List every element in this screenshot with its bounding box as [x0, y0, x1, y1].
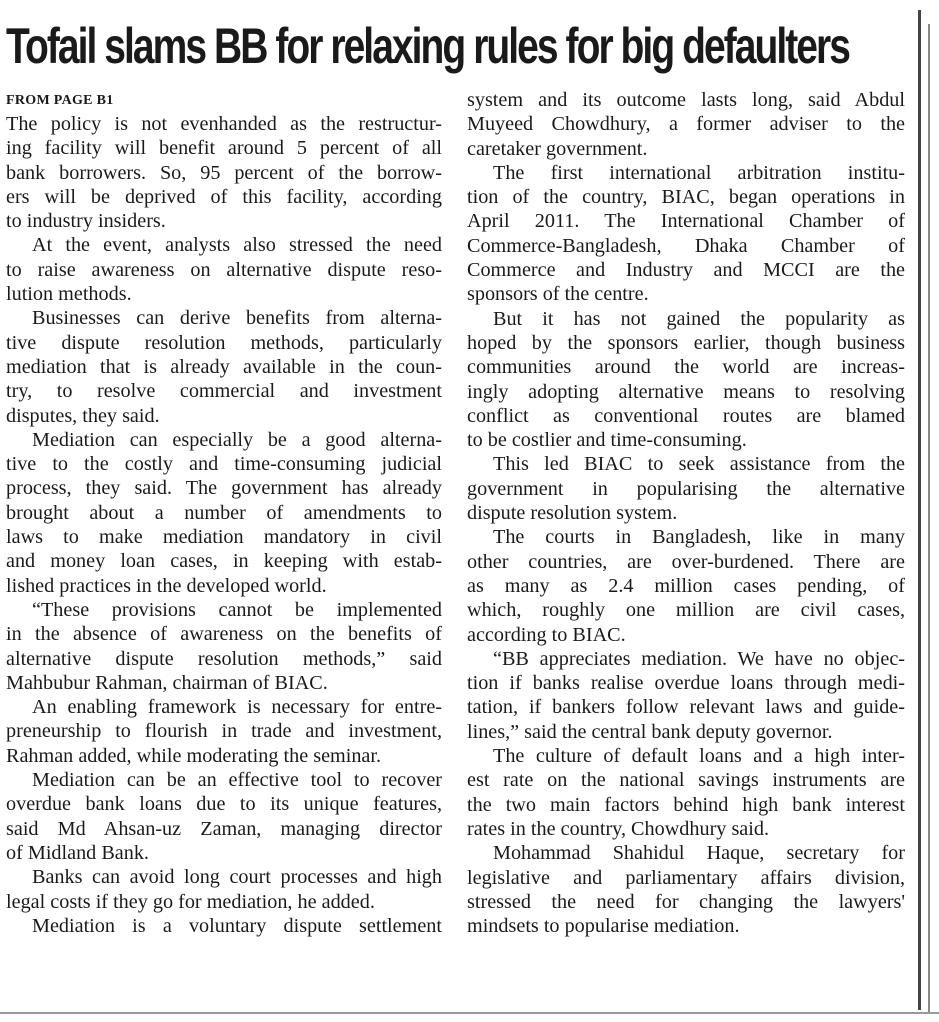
text-line: stressed the need for changing the lawyers'	[467, 890, 905, 913]
text-line: Mediation can especially be a good alterna-	[32, 428, 442, 451]
text-line: mediation that is already available in the coun-	[6, 355, 442, 378]
text-line: ingly adopting alternative means to resolving	[467, 380, 905, 403]
text-line: Mohammad Shahidul Haque, secretary for	[493, 842, 905, 865]
text-line: according to BIAC.	[467, 623, 626, 646]
text-line: legal costs if they go for mediation, he added.	[6, 890, 375, 913]
text-line: “BB appreciates mediation. We have no objec-	[493, 647, 905, 670]
text-line: At the event, analysts also stressed the need	[32, 234, 442, 257]
text-line: laws to make mediation mandatory in civil	[6, 526, 442, 549]
text-line: which, roughly one million are civil cases,	[467, 599, 905, 622]
text-line: the two main factors behind high bank interest	[467, 793, 905, 816]
text-line: tation, if bankers follow relevant laws and guide-	[467, 696, 905, 719]
text-line: try, to resolve commercial and investment	[6, 380, 442, 403]
text-line: This led BIAC to seek assistance from the	[493, 453, 905, 476]
text-line: in the absence of awareness on the benefits of	[6, 623, 442, 646]
text-line: tive dispute resolution methods, particularly	[6, 331, 442, 354]
text-line: rates in the country, Chowdhury said.	[467, 817, 770, 840]
text-line: “These provisions cannot be implemented	[32, 598, 442, 621]
page-edge-rule	[918, 10, 921, 1010]
text-line: tive to the costly and time-consuming judicial	[6, 453, 442, 476]
text-line: Businesses can derive benefits from alterna-	[32, 307, 442, 330]
text-line: But it has not gained the popularity as	[493, 307, 905, 330]
text-line: tion if banks realise overdue loans through medi-	[467, 672, 905, 695]
text-line: brought about a number of amendments to	[6, 501, 442, 524]
text-line: est rate on the national savings instruments are	[467, 769, 905, 792]
text-line: system and its outcome lasts long, said Abdul	[467, 89, 905, 111]
text-line: preneurship to flourish in trade and investment,	[6, 720, 442, 743]
text-line: to industry insiders.	[6, 210, 166, 233]
text-line: conflict as conventional routes are blamed	[467, 404, 905, 427]
text-line: process, they said. The government has already	[6, 477, 442, 500]
right-column	[467, 88, 905, 938]
text-line: Commerce and Industry and MCCI are the	[467, 259, 905, 282]
text-line: alternative dispute resolution methods,” said	[6, 647, 442, 670]
text-line: An enabling framework is necessary for entre-	[32, 696, 442, 719]
text-line: ers will be deprived of this facility, according	[6, 185, 442, 208]
text-line: of Midland Bank.	[6, 841, 149, 864]
text-line: The courts in Bangladesh, like in many	[493, 526, 905, 549]
text-line: caretaker government.	[467, 137, 648, 160]
text-line: to raise awareness on alternative dispute reso-	[6, 258, 442, 281]
text-line: sponsors of the centre.	[467, 283, 649, 306]
text-line: Banks can avoid long court processes and high	[32, 866, 442, 889]
headline: Tofail slams BB for relaxing rules for big defaulters	[6, 18, 849, 74]
continuation-kicker: FROM PAGE B1	[6, 93, 114, 108]
text-line: as many as 2.4 million cases pending, of	[467, 574, 905, 597]
text-line: The policy is not evenhanded as the restructur-	[6, 113, 442, 135]
text-line: Mediation can be an effective tool to recover	[32, 769, 442, 792]
text-line: communities around the world are increas-	[467, 356, 905, 379]
text-line: hoped by the sponsors earlier, though business	[467, 331, 905, 354]
text-line: Rahman added, while moderating the seminar.	[6, 744, 382, 767]
text-line: lution methods.	[6, 283, 132, 306]
text-line: government in popularising the alternative	[467, 477, 905, 500]
text-line: ing facility will benefit around 5 percent of all	[6, 137, 442, 160]
text-line: mindsets to popularise mediation.	[467, 915, 740, 938]
text-line: lished practices in the developed world.	[6, 574, 327, 597]
text-line: tion of the country, BIAC, began operations in	[467, 186, 905, 209]
text-line: bank borrowers. So, 95 percent of the borrow-	[6, 161, 442, 184]
text-line: to be costlier and time-consuming.	[467, 429, 747, 452]
text-line: Mediation is a voluntary dispute settlement	[32, 914, 442, 937]
text-line: overdue bank loans due to its unique features,	[6, 793, 442, 816]
bottom-rule	[0, 1012, 939, 1014]
text-line: dispute resolution system.	[467, 502, 678, 525]
text-line: and money loan cases, in keeping with estab-	[6, 550, 442, 573]
text-line: April 2011. The International Chamber of	[467, 210, 905, 233]
left-column-text	[6, 112, 442, 938]
text-line: Muyeed Chowdhury, a former adviser to the	[467, 113, 905, 136]
text-line: legislative and parliamentary affairs division,	[467, 866, 905, 889]
text-line: disputes, they said.	[6, 404, 160, 427]
text-line: The culture of default loans and a high inter-	[493, 745, 905, 768]
text-line: said Md Ahsan-uz Zaman, managing director	[6, 817, 442, 840]
text-line: Mahbubur Rahman, chairman of BIAC.	[6, 671, 328, 694]
right-column-text	[467, 88, 905, 938]
left-column	[6, 90, 442, 938]
text-line: The first international arbitration institu-	[493, 161, 905, 184]
page-edge-rule-outer	[928, 24, 930, 1014]
text-line: other countries, are over-burdened. There are	[467, 550, 905, 573]
text-line: lines,” said the central bank deputy governor.	[467, 720, 833, 743]
text-line: Commerce-Bangladesh, Dhaka Chamber of	[467, 234, 905, 257]
